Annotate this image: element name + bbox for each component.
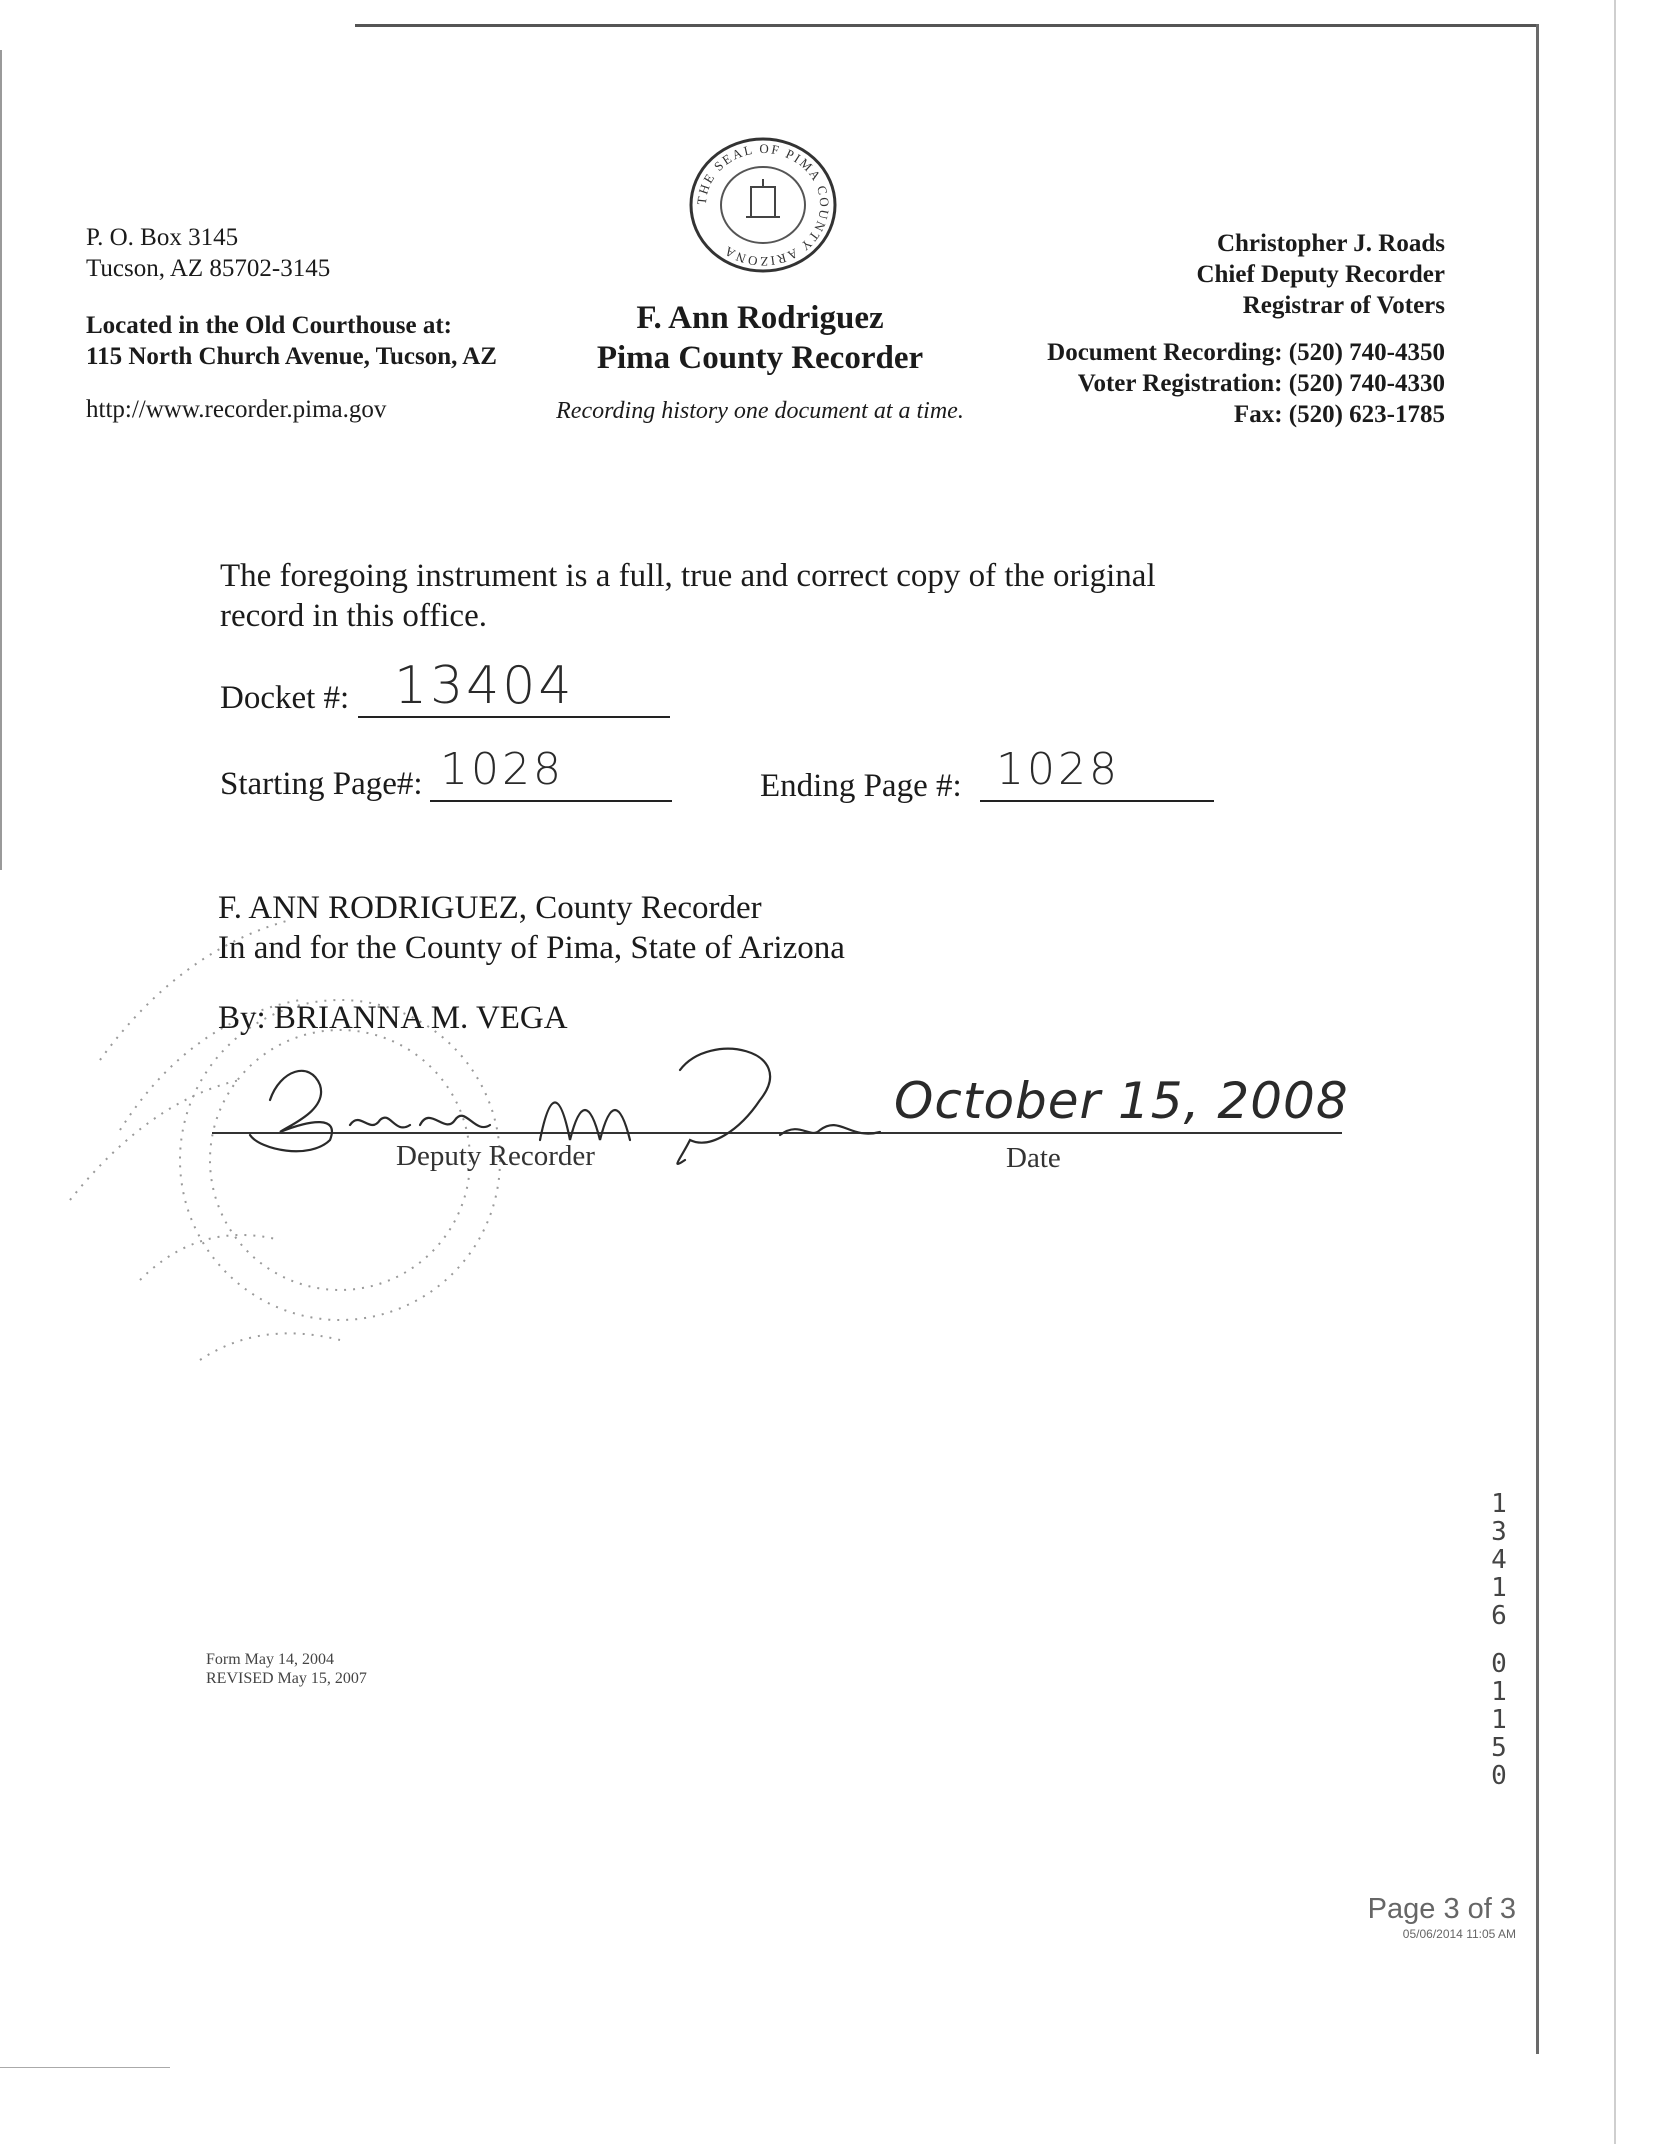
starting-page-field [430, 744, 672, 802]
county-seal [686, 135, 840, 275]
side-digit: 5 [1491, 1733, 1507, 1763]
chief-deputy-title: Chief Deputy Recorder [1196, 261, 1445, 288]
voter-registration-phone: Voter Registration: (520) 740-4330 [1077, 370, 1445, 397]
certification-line-1: The foregoing instrument is a full, true and correct copy of the original [220, 558, 1156, 594]
side-digit: 4 [1491, 1545, 1507, 1575]
form-revision-note [206, 1650, 367, 1688]
document-recording-phone: Document Recording: (520) 740-4350 [1047, 339, 1445, 366]
deputy-recorder-label: Deputy Recorder [396, 1140, 595, 1172]
side-digit: 1 [1491, 1489, 1507, 1519]
date-label: Date [1006, 1142, 1061, 1174]
header-center [520, 298, 1000, 426]
form-date: Form May 14, 2004 [206, 1651, 334, 1668]
county-state-line: In and for the County of Pima, State of Arizona [218, 930, 845, 966]
ending-page-value: 1028 [996, 744, 1120, 795]
registrar-title: Registrar of Voters [1242, 292, 1445, 319]
county-recorder-line: F. ANN RODRIGUEZ, County Recorder [218, 890, 762, 926]
starting-page-label: Starting Page#: [220, 766, 423, 802]
side-digit: 3 [1491, 1517, 1507, 1547]
side-digit: 1 [1491, 1705, 1507, 1735]
seal-ring-text: THE SEAL OF PIMA COUNTY ARIZONA [693, 140, 833, 270]
side-digit: 1 [1491, 1573, 1507, 1603]
header-right [960, 228, 1445, 430]
located-label: Located in the Old Courthouse at: [86, 312, 452, 339]
tagline: Recording history one document at a time. [556, 398, 964, 424]
docket-label: Docket #: [220, 680, 350, 716]
chief-deputy-name: Christopher J. Roads [1216, 230, 1445, 257]
certification-line-2: record in this office. [220, 598, 487, 634]
ending-page-label: Ending Page #: [760, 768, 962, 804]
side-digit: 0 [1491, 1761, 1507, 1791]
starting-page-value: 1028 [440, 744, 564, 795]
date-value: October 15, 2008 [894, 1072, 1349, 1130]
scan-border-far-right [1614, 0, 1616, 2144]
side-digit: 6 [1491, 1601, 1507, 1631]
scan-border-bottom [0, 2067, 170, 2068]
docket-value: 13404 [394, 656, 575, 716]
ending-page-field [980, 744, 1214, 802]
docket-field [358, 656, 670, 718]
svg-text:THE SEAL OF PIMA COUNTY ARIZON [694, 141, 832, 269]
recorder-block [218, 888, 1118, 1038]
page-number: Page 3 of 3 [1367, 1893, 1516, 1925]
handwritten-date [890, 1056, 1350, 1136]
by-line: By: BRIANNA M. VEGA [218, 1000, 568, 1036]
scan-border-top [355, 24, 1537, 27]
po-box: P. O. Box 3145 [86, 224, 239, 251]
scan-border-right [1536, 24, 1539, 2054]
side-gap [1484, 1630, 1514, 1650]
print-timestamp: 05/06/2014 11:05 AM [1402, 1927, 1516, 1941]
recorder-title: Pima County Recorder [596, 340, 924, 376]
form-revised-date: REVISED May 15, 2007 [206, 1670, 367, 1687]
street-address: 115 North Church Avenue, Tucson, AZ [86, 343, 497, 370]
side-digit: 0 [1491, 1649, 1507, 1679]
fax-number: Fax: (520) 623-1785 [1233, 401, 1445, 428]
certification-text [220, 556, 1350, 636]
scan-border-left [0, 50, 2, 870]
header-left [86, 222, 556, 425]
recorder-name: F. Ann Rodriguez [636, 300, 884, 336]
side-digit: 1 [1491, 1677, 1507, 1707]
website-link[interactable]: http://www.recorder.pima.gov [86, 396, 387, 423]
vertical-docket-stamp [1484, 1490, 1514, 1790]
city-zip: Tucson, AZ 85702-3145 [86, 255, 331, 282]
